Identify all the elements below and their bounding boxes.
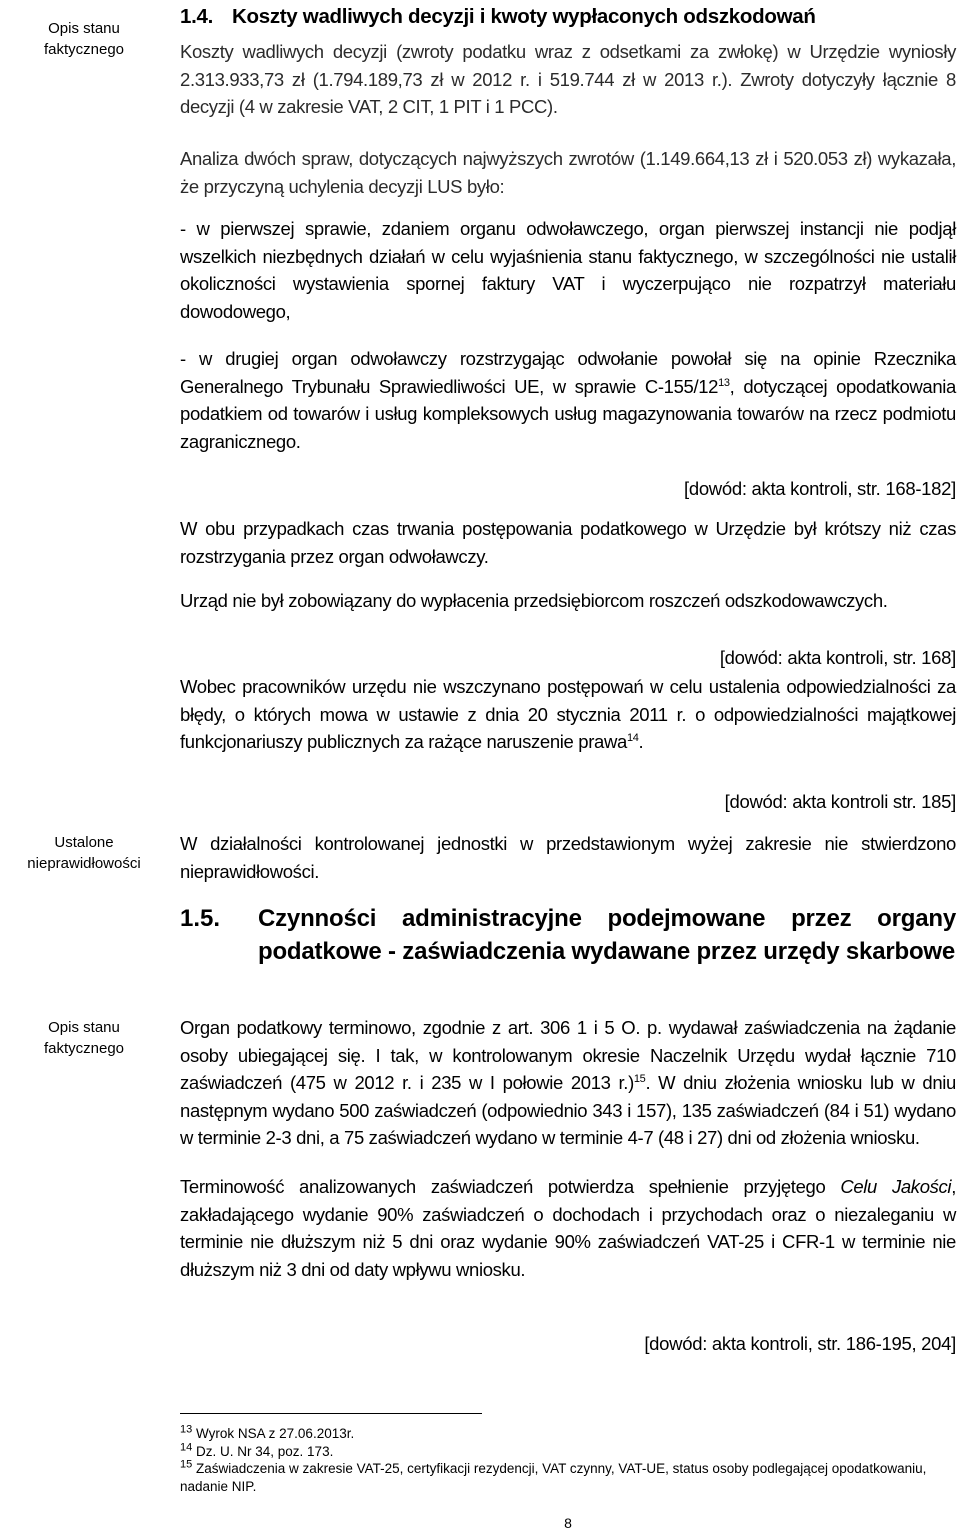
margin-note-facts: [0, 18, 168, 60]
text-run: Wobec pracowników urzędu nie wszczynano postępowań w celu ustalenia odpowiedzialności za błędy, o których mowa w ustawie z dnia 20 stycznia 2011 r. o odpowiedzialności majątkowej funkcjonariuszy publicznych za rażące naruszenie prawa: [180, 676, 956, 752]
paragraph-text: Koszty wadliwych decyzji (zwroty podatku wraz z odsetkami za zwłokę) w Urzędzie wyniosły 2.313.933,73 zł (1.794.189,73 zł w 2012 r. i 519.744 zł w 2013 r.). Zwroty dotyczyły łącznie 8 decyzji (4 w zakresie VAT, 2 CIT, 1 PIT i 1 PCC).: [180, 41, 956, 117]
margin-note-line: faktycznego: [43, 1040, 125, 1057]
paragraph-text: W działalności kontrolowanej jednostki w przedstawionym wyżej zakresie nie stwierdzono nieprawidłowości.: [180, 833, 956, 882]
footnote-text: Wyrok NSA z 27.06.2013r.: [196, 1426, 355, 1441]
footnote-text: Dz. U. Nr 34, poz. 173.: [196, 1443, 334, 1459]
margin-note-line: Ustalone: [54, 834, 114, 851]
section-heading-1-4: [180, 4, 956, 30]
footnote-number: 15: [180, 1458, 193, 1471]
footnote-ref: 15: [633, 1072, 646, 1085]
paragraph-compensation: [180, 587, 956, 615]
section-title: Koszty wadliwych decyzji i kwoty wypłaconych odszkodowań: [232, 5, 816, 28]
paragraph-analysis: [180, 145, 956, 200]
paragraph-certificates: [180, 1014, 956, 1152]
text-run: , zakładającego wydanie 90% zaświadczeń o dochodach i przychodach oraz o niezaleganiu w terminie nie dłuższym niż 5 dni oraz wydanie 90% zaświadczeń VAT-25 i CFR-1 w terminie nie dłuższym niż 3 dni od daty wpływu wniosku.: [180, 1176, 956, 1280]
section-title: Czynności administracyjne podejmowane przez organy podatkowe - zaświadczenia wydawane przez urzędy skarbowe: [258, 905, 956, 965]
footnote-ref: 13: [718, 376, 730, 389]
evidence-reference: [dowód: akta kontroli, str. 168]: [719, 647, 956, 668]
footnotes: [180, 1425, 956, 1495]
section-number: 1.4.: [180, 5, 213, 28]
text-run: - w drugiej organ odwoławczy rozstrzygając odwołanie powołał się na opinie Rzecznika Generalnego Trybunału Sprawiedliwości UE, w sprawie C-155/12: [180, 348, 956, 397]
margin-note-line: Opis stanu: [48, 1019, 120, 1036]
footnote-number: 13: [180, 1423, 193, 1436]
paragraph-conclusion: [180, 830, 956, 885]
paragraph-duration: [180, 515, 956, 570]
text-run: . W dniu złożenia wniosku lub w dniu następnym wydano 500 zaświadczeń (odpowiednio 343 i 157), 135 zaświadczeń (84 i 51) wydano w terminie 2-3 dni, a 75 zaświadczeń wydano w terminie 4-7 (48 i 27) dni od złożenia wniosku.: [180, 1072, 956, 1148]
margin-note-irregularities: [0, 832, 168, 874]
evidence-reference: [dowód: akta kontroli str. 185]: [724, 791, 956, 812]
footnote-ref: 14: [626, 731, 639, 744]
paragraph-quality-goal: [180, 1173, 956, 1283]
margin-note-line: faktycznego: [43, 41, 125, 58]
paragraph-text: [180, 1173, 956, 1283]
paragraph-text: - w pierwszej sprawie, zdaniem organu odwoławczego, organ pierwszej instancji nie podjął wszelkich niezbędnych działań w celu wyjaśnienia stanu faktycznego, w szczególności nie ustalił okoliczności wystawienia spornej faktury VAT i wyczerpująco nie rozpatrzył materiału dowodowego,: [180, 218, 956, 322]
text-run: Terminowość analizowanych zaświadczeń potwierdza spełnienie przyjętego: [180, 1176, 841, 1197]
paragraph-costs: [180, 38, 956, 121]
page-number: 8: [564, 1515, 572, 1531]
margin-note-line: nieprawidłowości: [27, 855, 141, 872]
paragraph-text: [180, 1014, 956, 1152]
paragraph-second-case: [180, 345, 956, 455]
footnote: [180, 1425, 956, 1443]
footnote: [180, 1460, 956, 1495]
text-run: Organ podatkowy terminowo, zgodnie z art. 306 1 i 5 O. p. wydawał zaświadczenia na żądanie osoby ubiegającej się. I tak, w kontrolowanym okresie Naczelnik Urzędu wydał łącznie 710 zaświadczeń (475 w 2012 r. i 235 w I połowie 2013 r.): [180, 1017, 956, 1093]
paragraph-text: W obu przypadkach czas trwania postępowania podatkowego w Urzędzie był krótszy niż czas rozstrzygania przez organ odwoławczy.: [180, 518, 956, 567]
margin-note-line: Opis stanu: [48, 20, 120, 37]
section-number: 1.5.: [180, 905, 221, 932]
text-run: .: [638, 731, 644, 752]
evidence-reference: [dowód: akta kontroli, str. 168-182]: [683, 478, 956, 499]
evidence-reference: [dowód: akta kontroli, str. 186-195, 204]: [644, 1333, 956, 1354]
paragraph-liability: [180, 673, 956, 756]
paragraph-text: [180, 345, 956, 455]
paragraph-first-case: [180, 215, 956, 325]
paragraph-text: Urząd nie był zobowiązany do wypłacenia przedsiębiorcom roszczeń odszkodowawczych.: [180, 590, 888, 611]
footnote-text: Zaświadczenia w zakresie VAT-25, certyfikacji rezydencji, VAT czynny, VAT-UE, status osoby podlegającej opodatkowaniu, nadanie NIP.: [180, 1461, 927, 1494]
footnote-separator: [180, 1413, 482, 1414]
paragraph-text: Analiza dwóch spraw, dotyczących najwyższych zwrotów (1.149.664,13 zł i 520.053 zł) wykazała, że przyczyną uchylenia decyzji LUS było:: [180, 148, 956, 197]
footnote: [180, 1443, 956, 1461]
paragraph-text: [180, 673, 956, 756]
margin-note-facts-2: [0, 1017, 168, 1059]
text-run: , dotyczącej opodatkowania podatkiem od towarów i usług kompleksowych usług magazynowania towarów na rzecz podmiotu zagranicznego.: [180, 375, 956, 452]
italic-term: Celu Jakości: [840, 1176, 952, 1197]
section-heading-1-5: [180, 902, 956, 968]
footnote-number: 14: [180, 1441, 193, 1453]
